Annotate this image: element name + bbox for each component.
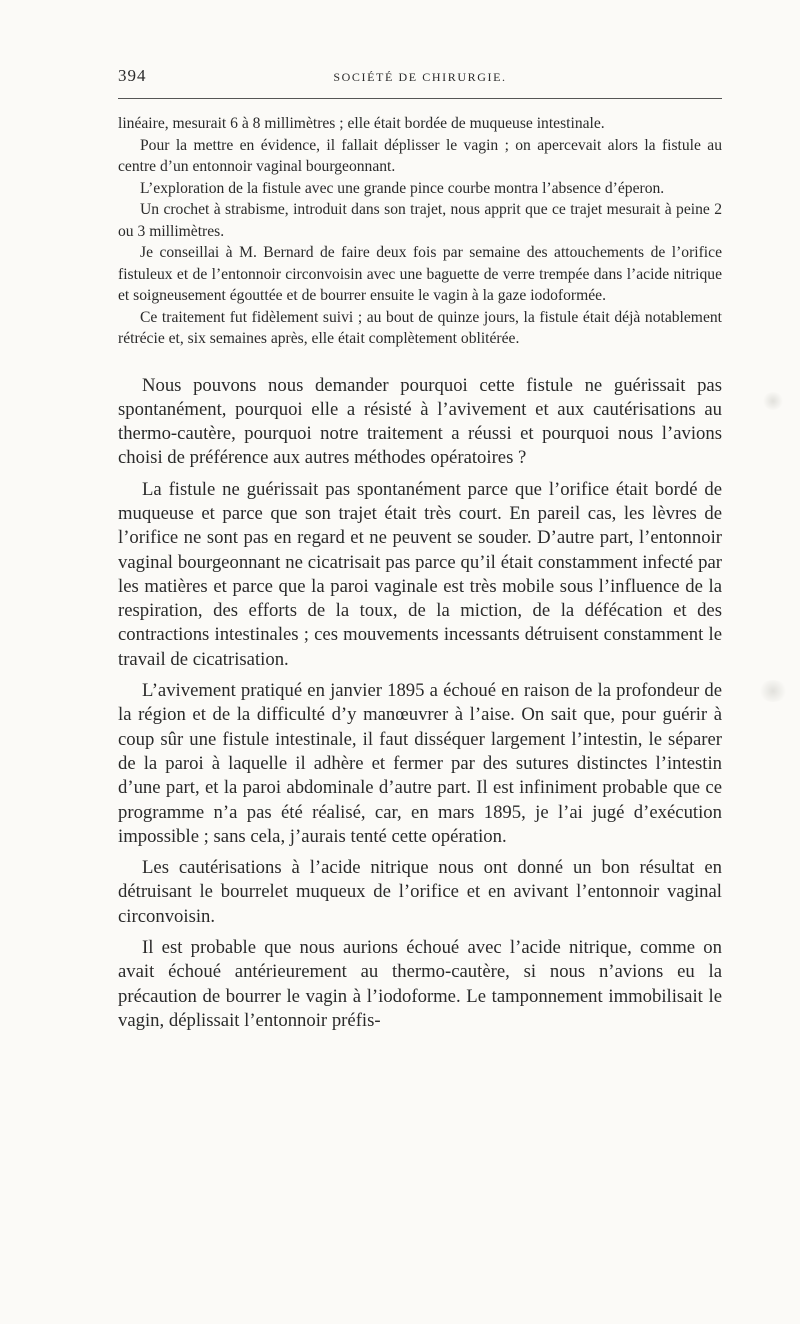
observation-paragraph: L’exploration de la fistule avec une grande pince courbe montra l’absence d’éperon. <box>140 179 665 197</box>
discussion-text <box>118 374 722 1034</box>
discussion-paragraph: Nous pouvons nous demander pourquoi cette fistule ne guérissait pas spontanément, pourquoi elle a résisté à l’avivement et aux cautérisations au thermo-cautère, pourquoi notre traitement a réussi et pourquoi nous l’avions choisi de préférence aux autres méthodes opératoires ? <box>118 374 722 469</box>
discussion-paragraph: Les cautérisations à l’acide nitrique nous ont donné un bon résultat en détruisant le bourrelet muqueux de l’orifice et en avivant l’entonnoir vaginal circonvoisin. <box>118 857 722 927</box>
observation-paragraph: Ce traitement fut fidèlement suivi ; au bout de quinze jours, la fistule était déjà notablement rétrécie et, six semaines après, elle était complètement oblitérée. <box>118 308 722 347</box>
discussion-paragraph: Il est probable que nous aurions échoué avec l’acide nitrique, comme on avait échoué antérieurement au thermo-cautère, si nous n’avions eu la précaution de bourrer le vagin à l’iodoforme. Le tamponnement immobilisait le vagin, déplissait l’entonnoir préfis- <box>118 937 722 1031</box>
page-number: 394 <box>118 66 147 85</box>
paper-stain <box>762 392 784 410</box>
discussion-paragraph: L’avivement pratiqué en janvier 1895 a échoué en raison de la profondeur de la région et de la difficulté d’y manœuvrer à l’aise. On sait que, pour guérir à coup sûr une fistule intestinale, il faut disséquer largement l’intestin, le séparer de la paroi à laquelle il adhère et fermer par des sutures distinctes l’intestin d’une part, et la paroi abdominale d’autre part. Il est infiniment probable que ce programme n’a pas été réalisé, car, en mars 1895, je l’ai jugé d’exécution impossible ; sans cela, j’aurais tenté cette opération. <box>118 680 722 847</box>
observation-paragraph: linéaire, mesurait 6 à 8 millimètres ; elle était bordée de muqueuse intestinale. <box>118 115 605 132</box>
discussion-paragraph: La fistule ne guérissait pas spontanément parce que l’orifice était bordé de muqueuse et parce que son trajet était très court. En pareil cas, les lèvres de l’orifice ne sont pas en regard et ne peuvent se souder. D’autre part, l’entonnoir vaginal bourgeonnant ne cicatrisait pas parce qu’il était constamment infecté par les matières et parce que la paroi vaginale est très mobile sous l’influence de la respiration, des efforts de la toux, de la miction, de la défécation et des contractions intestinales ; ces mouvements incessants détruisent constamment le travail de cicatrisation. <box>118 478 722 670</box>
book-page <box>118 60 722 1040</box>
observation-paragraph: Un crochet à strabisme, introduit dans son trajet, nous apprit que ce trajet mesurait à peine 2 ou 3 millimètres. <box>118 201 722 240</box>
page-header <box>118 60 722 86</box>
observation-paragraph: Pour la mettre en évidence, il fallait déplisser le vagin ; on apercevait alors la fistule au centre d’un entonnoir vaginal bourgeonnant. <box>118 136 722 175</box>
header-rule <box>118 98 722 99</box>
running-title: SOCIÉTÉ DE CHIRURGIE. <box>333 70 507 84</box>
observation-text <box>118 113 722 350</box>
paper-stain <box>758 680 788 702</box>
observation-paragraph: Je conseillai à M. Bernard de faire deux fois par semaine des attouchements de l’orifice fistuleux et de l’entonnoir circonvoisin avec une baguette de verre trempée dans l’acide nitrique et soigneusement égouttée et de bourrer ensuite le vagin à la gaze iodoformée. <box>118 244 722 304</box>
